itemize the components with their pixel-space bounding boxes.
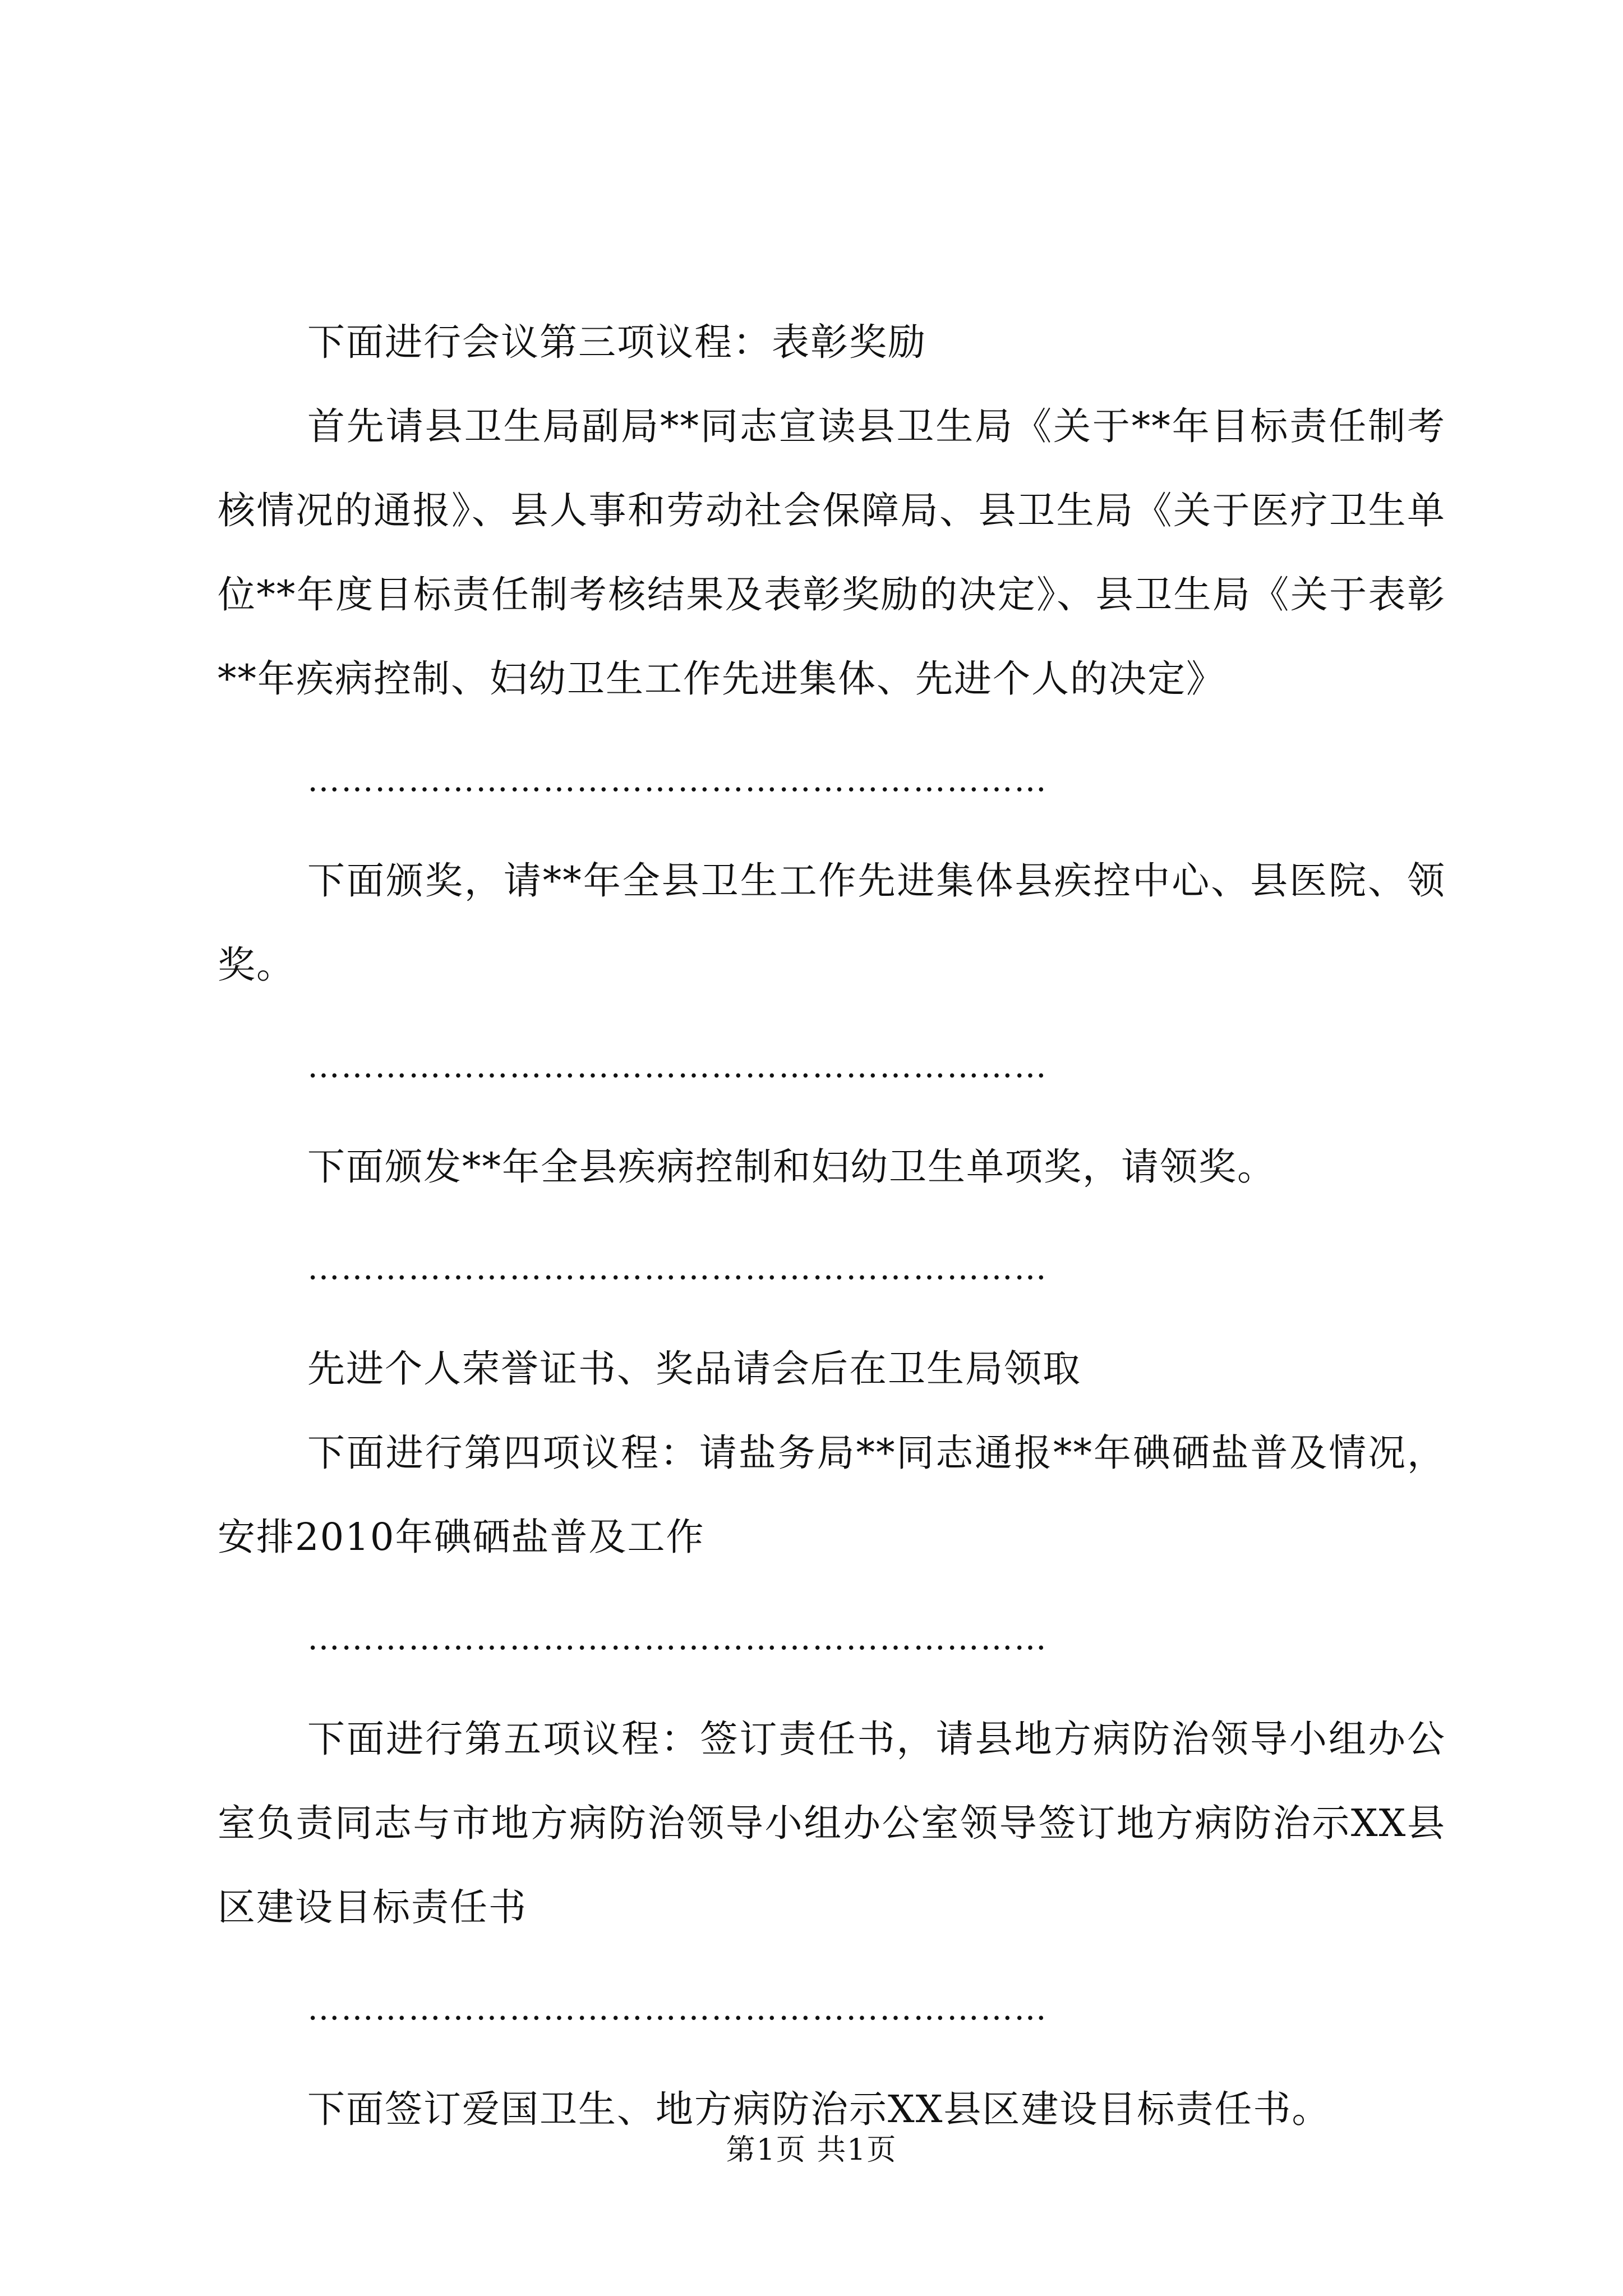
- paragraph-award-collective: 下面颁奖，请**年全县卫生工作先进集体县疾控中心、县医院、领奖。: [218, 859, 1446, 987]
- ellipsis-line: …………………………………………………………: [307, 1047, 1048, 1085]
- ellipsis-line: …………………………………………………………: [307, 1989, 1048, 2027]
- document-body: [218, 300, 1446, 2151]
- paragraph-reading-notices: 首先请县卫生局副局**同志宣读县卫生局《关于**年目标责任制考核情况的通报》、县人事和劳动社会保障局、县卫生局《关于医疗卫生单位**年度目标责任制考核结果及表彰奖励的决定》、县卫生局《关于表彰**年疾病控制、妇幼卫生工作先进集体、先进个人的决定》: [218, 404, 1446, 701]
- paragraph-sign-responsibility: 下面签订爱国卫生、地方病防治示XX县区建设目标责任书。: [307, 2087, 1331, 2131]
- page-number-footer: 第1页 共1页: [726, 2133, 897, 2167]
- paragraph-agenda-five: 下面进行第五项议程：签订责任书，请县地方病防治领导小组办公室负责同志与市地方病防治领导小组办公室领导签订地方病防治示XX县区建设目标责任书: [218, 1717, 1446, 1929]
- ellipsis-line: …………………………………………………………: [307, 1619, 1048, 1657]
- paragraph-agenda-four: 下面进行第四项议程：请盐务局**同志通报**年碘硒盐普及情况，安排2010年碘硒盐普及工作: [218, 1431, 1446, 1559]
- ellipsis-line: …………………………………………………………: [307, 1249, 1048, 1287]
- paragraph-agenda-three: 下面进行会议第三项议程：表彰奖励: [307, 320, 926, 364]
- paragraph-individual-certificates: 先进个人荣誉证书、奖品请会后在卫生局领取: [307, 1347, 1081, 1391]
- ellipsis-line: …………………………………………………………: [307, 761, 1048, 799]
- paragraph-award-single: 下面颁发**年全县疾病控制和妇幼卫生单项奖，请领奖。: [307, 1145, 1276, 1189]
